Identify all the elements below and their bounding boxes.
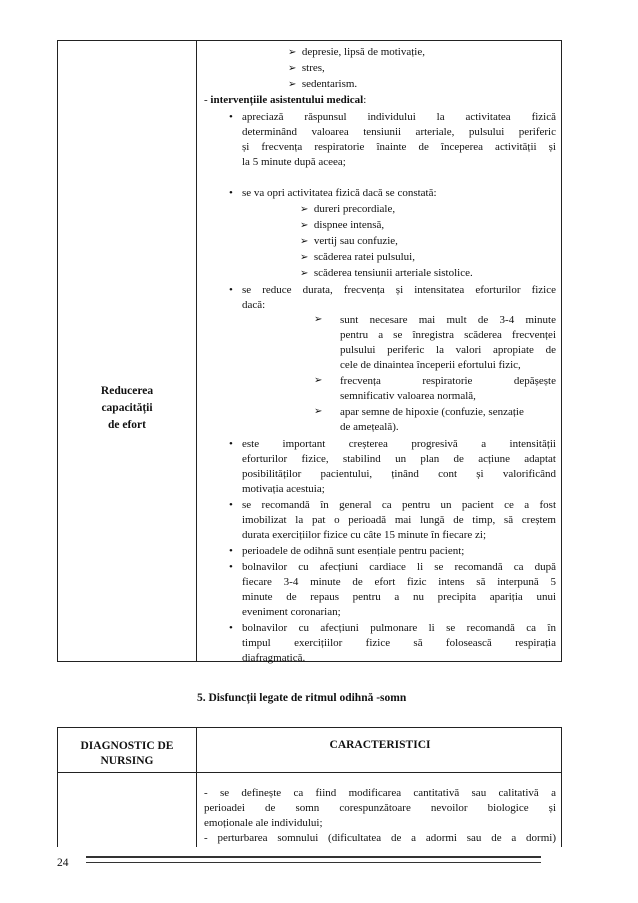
list-item: ➢ scăderea tensiunii arteriale sistolice. (300, 267, 473, 279)
round-bullet-icon: • (229, 545, 233, 557)
arrow-bullet-icon: ➢ (300, 236, 309, 247)
header-diagnosis: DIAGNOSTIC DE NURSING (80, 740, 174, 767)
footer-rule (86, 856, 541, 863)
list-item: ➢ depresie, lipsă de motivație, (288, 46, 425, 58)
round-bullet-icon: • (229, 284, 233, 296)
section-title: 5. Disfuncții legate de ritmul odihnă -somn (197, 692, 407, 704)
list-item: ➢ scăderea ratei pulsului, (300, 251, 415, 263)
arrow-bullet-icon: ➢ (314, 314, 323, 325)
arrow-bullet-icon: ➢ (300, 220, 309, 231)
round-bullet-icon: • (229, 111, 233, 123)
list-item: ➢ stres, (288, 62, 325, 74)
nursing-table-effort: Reducerea capacității de efort ➢ depresie, lipsă de motivație, ➢ stres, ➢ sedentarism. - intervențiile asistentului medical: • apreciază răspunsul individului la activitatea fizică determinând valoarea tensiunii arteriale, pulsului periferic și frecvența respiratorie înainte de începerea activității și la 5 minute după aceea; • se va opri activitatea fizică dacă se constată: ➢ dureri precordiale, ➢ dispnee intensă, ➢ vertij sau confuzie, ➢ scăderea ratei pulsului, ➢ scăderea tensiunii arteriale sistolice. • se reduce durata, frecvența și intensitatea eforturilor fizice dacă: ➢ sunt necesare mai mult de 3-4 minute pentru a se înregistra scăderea frecvenței pulsului periferic la valori apropiate de cele de dinaintea începerii efortului fizic, ➢ frecvența respiratorie depășește semnificativ valoarea normală, ➢ apar semne de hipoxie (confuzie, senzație de amețeală). • este important creșterea progresivă a intensității eforturilor fizice, stabilind un plan de acțiune adaptat posibilităților pacientului, ținând cont și valorificând motivația acestuia; • se recomandă în general ca pentru un pacient ce a fost imobilizat la pat o perioadă mai lungă de timp, să creștem durata exercițiilor fizice cu câte 15 minute în fiecare zi; • perioadele de odihnă sunt esențiale pentru pacient; • bolnavilor cu afecțiuni cardiace li se recomandă ca după fiecare 3-4 minute de efort fizic intens să interpună 5 minute de repaus pentru a nu precipita apariția unui eveniment coronarian; • bolnavilor cu afecțiuni pulmonare li se recomandă ca în timpul exercițiilor fizice să folosească respirația diafragmatică. (57, 40, 562, 662)
arrow-bullet-icon: ➢ (314, 375, 323, 386)
interventions-heading: - intervențiile asistentului medical: (204, 94, 367, 106)
round-bullet-icon: • (229, 438, 233, 450)
header-characteristics: CARACTERISTICI (329, 739, 431, 751)
header-divider (58, 772, 561, 773)
nursing-table-sleep: DIAGNOSTIC DE NURSING CARACTERISTICI - se definește ca fiind modificarea cantitativă sau calitativă a perioadei de somn corespunzătoare nevoilor biologice și emoționale ale individului; - perturbarea somnului (dificultatea de a adormi sau de a dormi) (57, 727, 562, 847)
arrow-bullet-icon: ➢ (300, 252, 309, 263)
arrow-bullet-icon: ➢ (300, 204, 309, 215)
list-item: ➢ dispnee intensă, (300, 219, 385, 231)
round-bullet-icon: • (229, 187, 233, 199)
page-number: 24 (57, 857, 69, 869)
round-bullet-icon: • (229, 622, 233, 634)
arrow-bullet-icon: ➢ (288, 47, 297, 58)
list-item: ➢ sedentarism. (288, 78, 358, 90)
arrow-bullet-icon: ➢ (288, 63, 297, 74)
arrow-bullet-icon: ➢ (314, 406, 323, 417)
list-item: ➢ dureri precordiale, (300, 203, 396, 215)
arrow-bullet-icon: ➢ (300, 268, 309, 279)
round-bullet-icon: • (229, 561, 233, 573)
column-divider (196, 41, 197, 661)
round-bullet-icon: • (229, 499, 233, 511)
list-item: ➢ vertij sau confuzie, (300, 235, 398, 247)
diagnosis-label: Reducerea capacității de efort (100, 385, 154, 431)
arrow-bullet-icon: ➢ (288, 79, 297, 90)
